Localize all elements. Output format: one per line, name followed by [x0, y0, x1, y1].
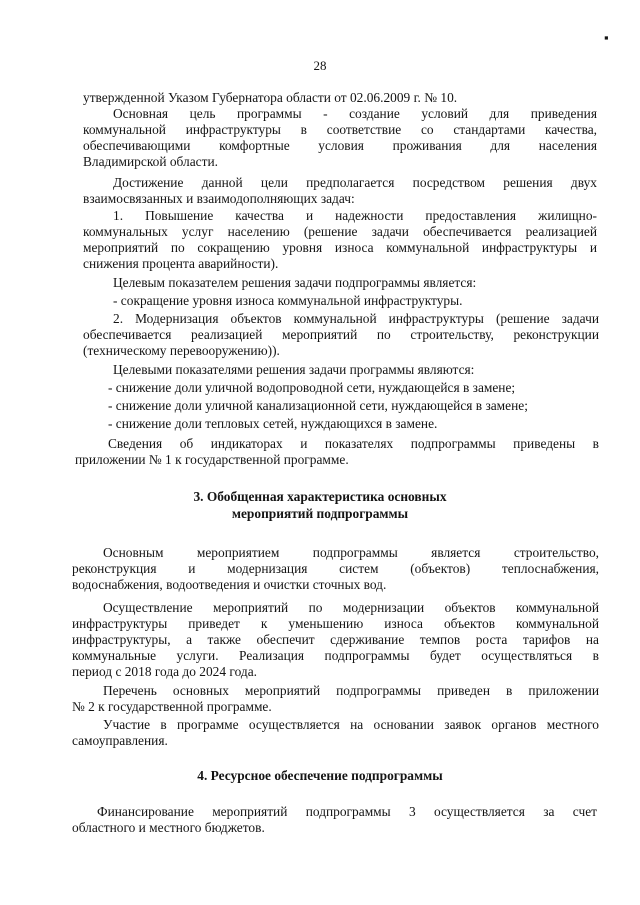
text-line: коммунальные услуги. Реализация подпрограммы будет осуществляться в [72, 648, 599, 663]
corner-mark: ▪ [604, 30, 609, 45]
text-line: Сведения об индикаторах и показателях подпрограммы приведены в [108, 436, 599, 451]
text-line: водоснабжения, водоотведения и очистки сточных вод. [72, 577, 387, 592]
text-line: период с 2018 года до 2024 года. [72, 664, 257, 679]
section-heading: 4. Ресурсное обеспечение подпрограммы [197, 768, 443, 783]
text-line: - снижение доли уличной водопроводной сети, нуждающейся в замене; [108, 380, 516, 395]
text-line: взаимосвязанных и взаимодополняющих задач: [83, 191, 355, 206]
section-heading: мероприятий подпрограммы [231, 506, 409, 521]
text-line: Основная цель программы - создание условий для приведения [113, 106, 597, 121]
text-line: (техническому перевооружению)). [83, 343, 280, 358]
text-line: обеспечивается реализацией мероприятий по строительству, реконструкции [83, 327, 599, 342]
text-line: Владимирской области. [83, 154, 218, 169]
text-line: 1. Повышение качества и надежности предоставления жилищно- [113, 208, 597, 223]
text-line: реконструкция и модернизация систем (объектов) теплоснабжения, [72, 561, 599, 576]
text-line: Перечень основных мероприятий подпрограммы приведен в приложении [103, 683, 599, 698]
text-line: Достижение данной цели предполагается посредством решения двух [113, 175, 597, 190]
text-line: приложении № 1 к государственной программе. [75, 452, 349, 467]
text-line: - сокращение уровня износа коммунальной инфраструктуры. [113, 293, 463, 308]
section-heading: 3. Обобщенная характеристика основных [193, 489, 447, 504]
text-line: Финансирование мероприятий подпрограммы 3 осуществляется за счет [97, 804, 597, 819]
text-line: - снижение доли уличной канализационной сети, нуждающейся в замене; [108, 398, 528, 413]
text-line: Основным мероприятием подпрограммы является строительство, [103, 545, 599, 560]
text-line: Целевым показателем решения задачи подпрограммы является: [113, 275, 477, 290]
text-line: - снижение доли тепловых сетей, нуждающихся в замене. [108, 416, 438, 431]
text-line: инфраструктуры приведет к уменьшению износа объектов коммунальной [72, 616, 599, 631]
text-line: коммунальных услуг населению (решение задачи обеспечивается реализацией [83, 224, 597, 239]
text-line: Участие в программе осуществляется на основании заявок органов местного [103, 717, 599, 732]
text-line: мероприятий по сокращению уровня износа коммунальной инфраструктуры и [83, 240, 597, 255]
text-line: Целевыми показателями решения задачи программы являются: [113, 362, 475, 377]
text-line: обеспечивающими комфортные условия проживания для населения [83, 138, 597, 153]
text-line: областного и местного бюджетов. [72, 820, 265, 835]
text-line: инфраструктуры, а также обеспечит сдерживание темпов роста тарифов на [72, 632, 599, 647]
text-line: Осуществление мероприятий по модернизации объектов коммунальной [103, 600, 599, 615]
text-line: № 2 к государственной программе. [72, 699, 272, 714]
text-line: утвержденной Указом Губернатора области от 02.06.2009 г. № 10. [83, 90, 458, 105]
text-line: коммунальной инфраструктуры в соответствие со стандартами качества, [83, 122, 597, 137]
text-line: самоуправления. [72, 733, 168, 748]
text-line: снижения процента аварийности). [83, 256, 279, 271]
page-number: 28 [313, 58, 327, 73]
text-line: 2. Модернизация объектов коммунальной инфраструктуры (решение задачи [113, 311, 599, 326]
